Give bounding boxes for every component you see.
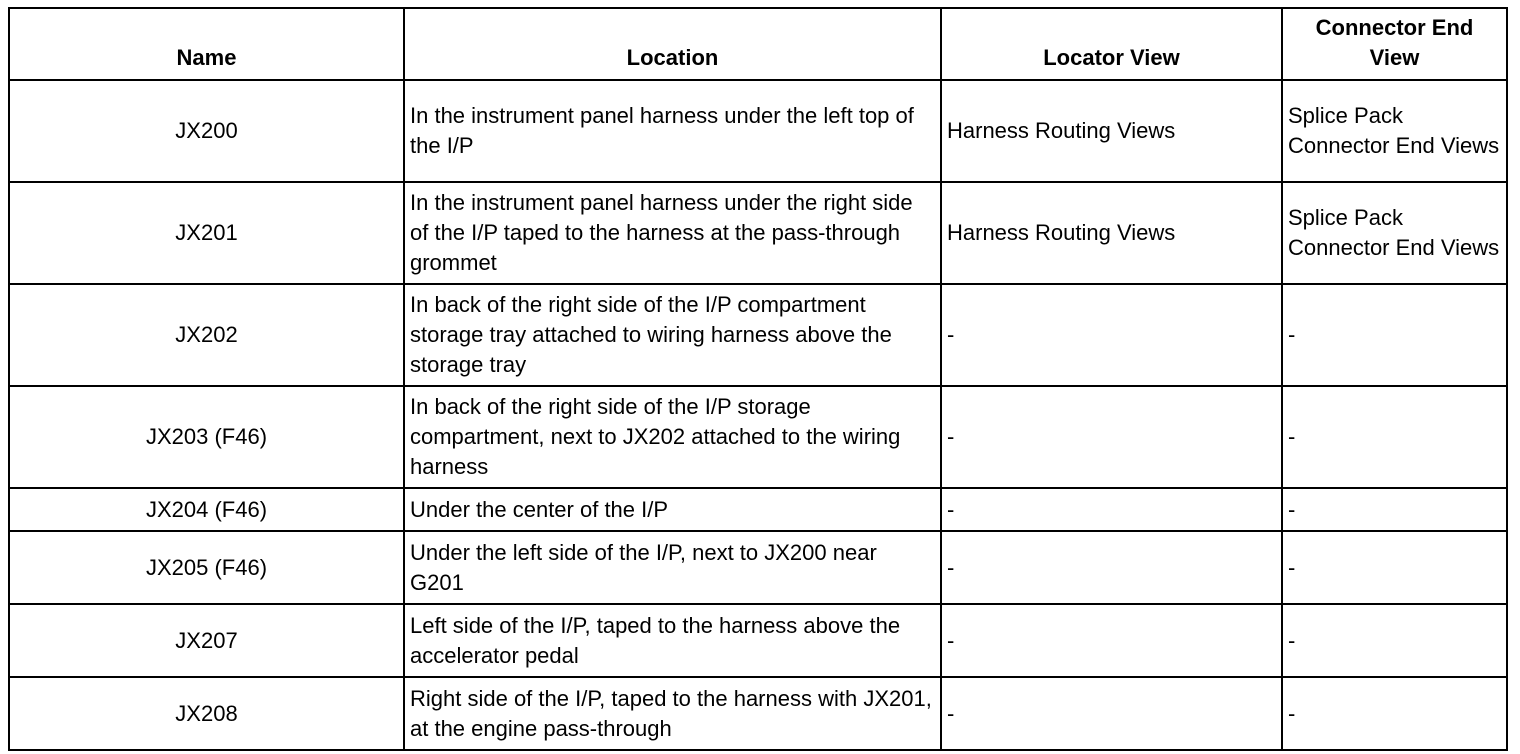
location-cell: Left side of the I/P, taped to the harness above the accelerator pedal [404, 604, 941, 677]
connector-end-view-cell: - [1282, 604, 1507, 677]
name-cell: JX208 [9, 677, 404, 750]
location-cell: In back of the right side of the I/P compartment storage tray attached to wiring harness above the storage tray [404, 284, 941, 386]
header-name: Name [9, 8, 404, 80]
location-cell: Under the left side of the I/P, next to JX200 near G201 [404, 531, 941, 604]
locator-view-cell: - [941, 604, 1282, 677]
table-row [9, 531, 1507, 604]
table-row [9, 488, 1507, 531]
table-row [9, 677, 1507, 750]
name-cell: JX204 (F46) [9, 488, 404, 531]
table-row [9, 386, 1507, 488]
table-row [9, 604, 1507, 677]
location-cell: Right side of the I/P, taped to the harness with JX201, at the engine pass-through [404, 677, 941, 750]
connector-end-view-cell: - [1282, 677, 1507, 750]
name-cell: JX200 [9, 80, 404, 182]
connector-end-view-cell: - [1282, 531, 1507, 604]
table-row [9, 182, 1507, 284]
location-cell: Under the center of the I/P [404, 488, 941, 531]
location-cell: In back of the right side of the I/P storage compartment, next to JX202 attached to the wiring harness [404, 386, 941, 488]
location-cell: In the instrument panel harness under the left top of the I/P [404, 80, 941, 182]
locator-view-cell: - [941, 677, 1282, 750]
header-location: Location [404, 8, 941, 80]
name-cell: JX202 [9, 284, 404, 386]
name-cell: JX201 [9, 182, 404, 284]
locator-view-cell: - [941, 386, 1282, 488]
splice-location-table [8, 7, 1508, 751]
locator-view-cell: - [941, 488, 1282, 531]
header-connector-end-view: Connector End View [1282, 8, 1507, 80]
name-cell: JX205 (F46) [9, 531, 404, 604]
connector-end-view-cell: - [1282, 488, 1507, 531]
table-row [9, 80, 1507, 182]
name-cell: JX203 (F46) [9, 386, 404, 488]
connector-end-view-cell: - [1282, 386, 1507, 488]
locator-view-cell: - [941, 284, 1282, 386]
locator-view-cell: - [941, 531, 1282, 604]
name-cell: JX207 [9, 604, 404, 677]
connector-end-view-cell: Splice Pack Connector End Views [1282, 80, 1507, 182]
locator-view-cell: Harness Routing Views [941, 182, 1282, 284]
location-cell: In the instrument panel harness under the right side of the I/P taped to the harness at the pass-through grommet [404, 182, 941, 284]
locator-view-cell: Harness Routing Views [941, 80, 1282, 182]
table-header-row [9, 8, 1507, 80]
connector-end-view-cell: Splice Pack Connector End Views [1282, 182, 1507, 284]
connector-end-view-cell: - [1282, 284, 1507, 386]
header-locator-view: Locator View [941, 8, 1282, 80]
table-row [9, 284, 1507, 386]
